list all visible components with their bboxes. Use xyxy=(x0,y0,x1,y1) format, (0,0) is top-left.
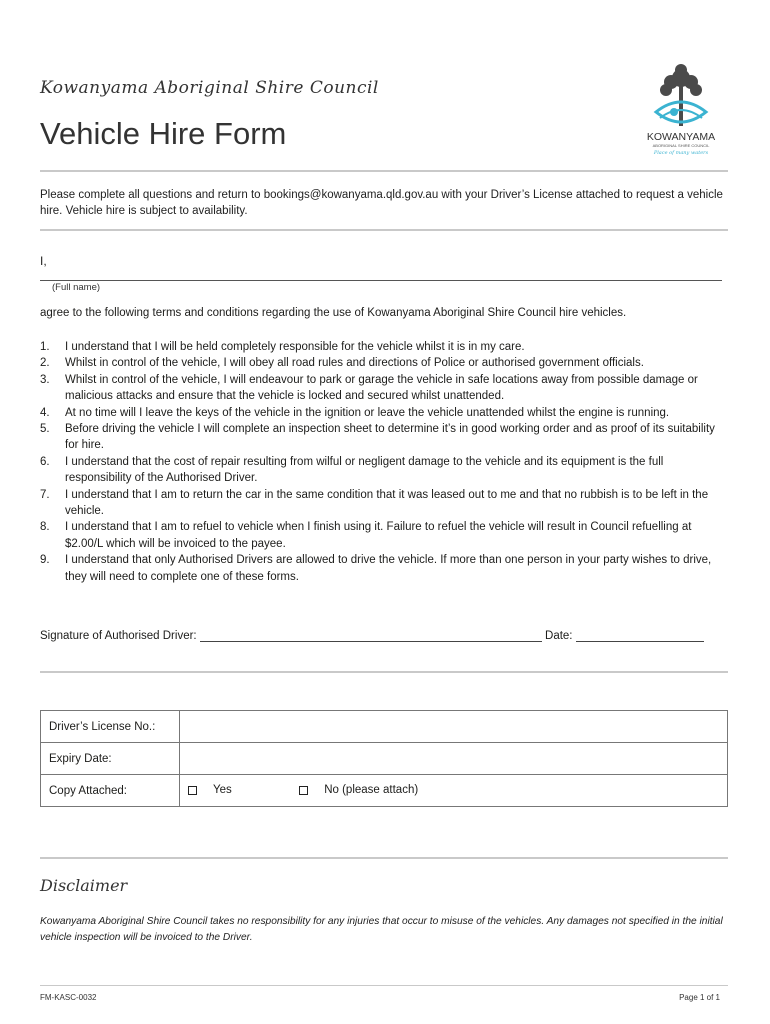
date-label: Date: xyxy=(545,630,573,642)
list-number: 9. xyxy=(40,554,50,567)
date-field[interactable] xyxy=(576,629,704,642)
yes-label: Yes xyxy=(213,784,232,797)
divider xyxy=(40,170,728,172)
expiry-date-field[interactable] xyxy=(180,743,728,775)
no-checkbox[interactable] xyxy=(299,786,308,795)
table-row xyxy=(41,775,728,807)
divider xyxy=(40,985,728,986)
council-logo xyxy=(636,62,726,162)
table-row xyxy=(41,743,728,775)
list-text: I understand that I will be held completely responsible for the vehicle whilst it is in my care. xyxy=(65,341,525,353)
logo-tagline: Place of many waters xyxy=(653,150,709,156)
table-row xyxy=(41,711,728,743)
list-item xyxy=(40,519,730,552)
list-number: 6. xyxy=(40,455,50,468)
page-title: Vehicle Hire Form xyxy=(40,116,287,151)
list-item xyxy=(40,454,730,487)
list-text: Whilst in control of the vehicle, I will endeavour to park or garage the vehicle in safe locations away from possible damage or malicious attacks and ensure that the vehicle is locked and secured whilst unattended. xyxy=(65,373,698,403)
list-number: 7. xyxy=(40,488,50,501)
list-number: 1. xyxy=(40,341,50,353)
page-number: Page 1 of 1 xyxy=(679,993,720,1002)
list-text: Whilst in control of the vehicle, I will obey all road rules and directions of Police or authorised government officials. xyxy=(65,357,644,370)
divider xyxy=(40,671,728,673)
list-item xyxy=(40,339,730,355)
list-text: I understand that the cost of repair resulting from wilful or negligent damage to the vehicle and its equipment is the full responsibility of the Authorised Driver. xyxy=(65,455,664,485)
list-text: I understand that I am to refuel to vehicle when I finish using it. Failure to refuel the vehicle will result in Council refuelling at $2.00/L which will be invoiced to the payee. xyxy=(65,521,692,550)
list-number: 3. xyxy=(40,373,50,386)
list-item xyxy=(40,421,730,454)
logo-subtitle: ABORIGINAL SHIRE COUNCIL xyxy=(652,143,710,148)
full-name-label: (Full name) xyxy=(52,282,101,293)
list-item xyxy=(40,372,730,405)
list-number: 2. xyxy=(40,357,50,370)
full-name-field[interactable] xyxy=(40,280,722,281)
expiry-date-label: Expiry Date: xyxy=(41,743,180,775)
council-name: Kowanyama Aboriginal Shire Council xyxy=(40,78,379,98)
list-number: 8. xyxy=(40,521,50,534)
list-item xyxy=(40,405,730,421)
list-item xyxy=(40,552,730,585)
yes-checkbox[interactable] xyxy=(188,786,197,795)
signature-field[interactable] xyxy=(200,629,542,642)
no-label: No (please attach) xyxy=(324,784,419,797)
license-no-field[interactable] xyxy=(180,711,728,743)
divider xyxy=(40,857,728,859)
list-item xyxy=(40,355,730,371)
terms-list xyxy=(40,339,730,585)
list-text: Before driving the vehicle I will complete an inspection sheet to determine it’s in good working order and as proof of its suitability for hire. xyxy=(65,423,715,452)
i-label: I, xyxy=(40,254,47,268)
form-code: FM-KASC-0032 xyxy=(40,993,97,1002)
signature-label: Signature of Authorised Driver: xyxy=(40,630,197,642)
intro-text: Please complete all questions and return to bookings@kowanyama.qld.gov.au with your Driver’s License attached to request a vehicle hire. Vehicle hire is subject to availability. xyxy=(40,189,723,217)
divider xyxy=(40,229,728,231)
copy-attached-label: Copy Attached: xyxy=(41,775,180,807)
logo-name: KOWANYAMA xyxy=(646,131,716,143)
agree-text: agree to the following terms and conditions regarding the use of Kowanyama Aboriginal Shire Council hire vehicles. xyxy=(40,307,627,319)
license-table xyxy=(40,710,728,807)
list-number: 4. xyxy=(40,406,50,419)
signature-row xyxy=(40,629,704,642)
list-text: At no time will I leave the keys of the vehicle in the ignition or leave the vehicle unattended whilst the engine is running. xyxy=(65,406,670,419)
list-text: I understand that I am to return the car in the same condition that it was leased out to me and that no rubbish is to be left in the vehicle. xyxy=(65,488,709,518)
disclaimer-text: Kowanyama Aboriginal Shire Council takes no responsibility for any injuries that occur to misuse of the vehicles. Any damages not specified in the initial vehicle inspection will be invoiced to the Driver. xyxy=(40,916,723,943)
list-item xyxy=(40,487,730,520)
copy-attached-options xyxy=(180,775,728,807)
disclaimer-heading: Disclaimer xyxy=(40,876,128,895)
list-number: 5. xyxy=(40,423,50,436)
license-no-label: Driver’s License No.: xyxy=(41,711,180,743)
list-text: I understand that only Authorised Drivers are allowed to drive the vehicle. If more than one person in your party wishes to drive, they will need to complete one of these forms. xyxy=(65,554,712,583)
